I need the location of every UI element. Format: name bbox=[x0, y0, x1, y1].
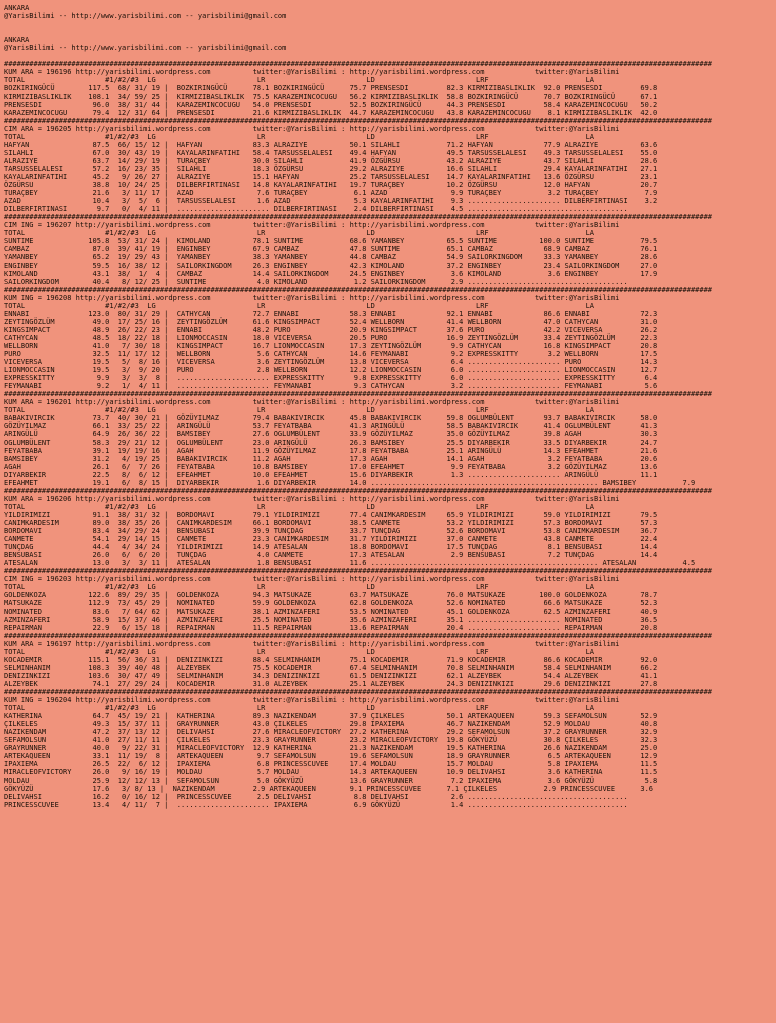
race-header-line: KUM ARA = 196206 http://yarisbilimi.wordpress.com twitter:@YarisBilimi : http://yarisbilimi.wordpress.com twitter:@YarisBilimi bbox=[4, 494, 620, 503]
separator-line: ######################################################################################################################################################################## bbox=[4, 285, 713, 294]
horse-row-line: KINGSIMPACT 48.9 26/ 22/ 23 | ENNABI 48.2 PURO 20.9 KINGSIMPACT 37.6 PURO 42.2 VICEVERSA 26.2 bbox=[4, 325, 658, 334]
horse-row-line: SILAHLI 67.0 30/ 43/ 19 | KAYALARINFATIHI 58.4 TARSUSSELALESI 49.4 HAFYAN 49.5 TARSUSSELALESI 49.3 TARSUSSELALESI 55.0 bbox=[4, 148, 658, 157]
separator-line: ######################################################################################################################################################################## bbox=[4, 60, 713, 69]
horse-row-line: ÖZGÜRSU 38.8 10/ 24/ 25 | DILBERFIRTINASI 14.8 KAYALARINFATIHI 19.7 TURAÇBEY 10.2 ÖZGÜRSU 12.0 HAFYAN 20.7 bbox=[4, 181, 658, 190]
race-report-document bbox=[4, 4, 712, 809]
horse-row-line: PRENSESDI 96.0 38/ 31/ 44 | KARAZEMINCOCUGU 54.0 PRENSESDI 52.5 BOZKIRINGÜCÜ 44.3 PRENSESDI 58.4 KARAZEMINCOCUGU 50.2 bbox=[4, 100, 658, 109]
column-header-line: TOTAL #1/#2/#3 LG LR LD LRF LA bbox=[4, 704, 595, 713]
horse-row-line: MATSUKAZE 112.9 73/ 45/ 29 | NOMINATED 59.9 GOLDENKOZA 62.8 GOLDENKOZA 52.6 NOMINATED 66.6 MATSUKAZE 52.3 bbox=[4, 599, 658, 608]
column-header-line: TOTAL #1/#2/#3 LG LR LD LRF LA bbox=[4, 301, 595, 310]
race-header-line: KUM ARA = 196197 http://yarisbilimi.wordpress.com twitter:@YarisBilimi : http://yarisbilimi.wordpress.com twitter:@YarisBilimi bbox=[4, 639, 620, 648]
column-header-line: TOTAL #1/#2/#3 LG LR LD LRF LA bbox=[4, 76, 595, 85]
horse-row-line: IPAXIEMA 26.5 22/ 6/ 12 | IPAXIEMA 6.8 PRINCESSCUVEE 17.4 MOLDAU 15.7 MOLDAU 5.8 IPAXIEMA 11.5 bbox=[4, 760, 658, 769]
horse-row-line: ALZEYBEK 74.1 27/ 29/ 24 | KOCADEMIR 31.0 ALZEYBEK 25.1 ALZEYBEK 24.3 DENIZINKIZI 29.6 DENIZINKIZI 27.8 bbox=[4, 679, 658, 688]
horse-row-line: ARINGÜLÜ 64.9 26/ 36/ 22 | BAMSIBEY 27.6 OGLUMBÜLENT 33.9 GÖZÜYILMAZ 35.0 GÖZÜYILMAZ 39.8 AGAH 30.3 bbox=[4, 430, 658, 439]
horse-row-line: KATHERINA 64.7 45/ 19/ 21 | KATHERINA 89.3 NAZIKENDAM 37.9 ÇILKELES 50.1 ARTEKAQUEEN 59.3 SEFAMOLSUN 52.9 bbox=[4, 712, 658, 721]
horse-row-line: SUNTIME 105.8 53/ 31/ 24 | KIMOLAND 78.1 SUNTIME 68.6 YAMANBEY 65.5 SUNTIME 100.0 SUNTIME 79.5 bbox=[4, 237, 658, 246]
horse-row-line: ENNABI 123.0 80/ 31/ 29 | CATHYCAN 72.7 ENNABI 58.3 ENNABI 92.1 ENNABI 86.6 ENNABI 72.3 bbox=[4, 309, 658, 318]
horse-row-line: SELMINHANIM 108.3 39/ 40/ 48 | ALZEYBEK 75.5 KOCADEMIR 67.4 SELMINHANIM 70.8 SELMINHANIM 58.4 SELMINHANIM 66.2 bbox=[4, 663, 658, 672]
horse-row-line: EXPRESSKITTY 9.9 3/ 3/ 8 | ...................... EXPRESSKITTY 9.8 EXPRESSKITTY 6.0 ...................... EXPRESSKITTY 6.4 bbox=[4, 374, 658, 383]
race-header-line: KUM ARA = 196196 http://yarisbilimi.wordpress.com twitter:@YarisBilimi : http://yarisbilimi.wordpress.com twitter:@YarisBilimi bbox=[4, 68, 620, 77]
horse-row-line: GÖKYÜZÜ 17.6 3/ 8/ 13 | NAZIKENDAM 2.9 ARTEKAQUEEN 9.1 PRINCESSCUVEE 7.1 ÇILKELES 2.9 PRINCESSCUVEE 3.6 bbox=[4, 784, 654, 793]
horse-row-line: BORDOMAVI 83.4 34/ 29/ 24 | BENSUBASI 39.9 TUNÇDAG 33.7 TUNÇDAG 52.6 BORDOMAVI 53.8 CANIMKARDESIM 36.7 bbox=[4, 527, 658, 536]
horse-row-line: HAFYAN 87.5 66/ 15/ 12 | HAFYAN 83.3 ALRAZIYE 50.1 SILAHLI 71.2 HAFYAN 77.9 ALRAZIYE 63.6 bbox=[4, 140, 658, 149]
horse-row-line: BENSUBASI 26.0 6/ 6/ 20 | TUNÇDAG 4.0 CANMETE 17.3 ATESALAN 2.9 BENSUBASI 7.2 TUNÇDAG 14.4 bbox=[4, 551, 658, 560]
horse-row-line: DELIVAHSI 16.2 0/ 16/ 12 | PRINCESSCUVEE 2.5 DELIVAHSI 8.8 DELIVAHSI 2.6 ...................................... bbox=[4, 792, 628, 801]
horse-row-line: CAMBAZ 87.0 39/ 41/ 19 | ENGINBEY 67.9 CAMBAZ 47.8 SUNTIME 65.1 CAMBAZ 68.9 CAMBAZ 76.1 bbox=[4, 245, 658, 254]
horse-row-line: ATESALAN 13.0 3/ 3/ 11 | ATESALAN 1.8 BENSUBASI 11.6 ...................................................... ATESALAN 4.5 bbox=[4, 559, 696, 568]
column-header-line: TOTAL #1/#2/#3 LG LR LD LRF LA bbox=[4, 502, 595, 511]
horse-row-line: WELLBORN 41.0 7/ 30/ 18 | KINGSIMPACT 16.7 LIONMOCCASIN 17.3 ZEYTINGÖZLÜM 9.9 CATHYCAN 16.8 KINGSIMPACT 20.8 bbox=[4, 341, 658, 350]
horse-row-line: SEFAMOLSUN 41.0 27/ 11/ 11 | ÇILKELES 23.3 GRAYRUNNER 23.2 MIRACLEOFVICTORY 19.8 GÖKYÜZÜ 30.8 ÇILKELES 32.3 bbox=[4, 736, 658, 745]
horse-row-line: LIONMOCCASIN 19.5 3/ 9/ 20 | PURO 2.8 WELLBORN 12.2 LIONMOCCASIN 6.0 ...................... LIONMOCCASIN 12.7 bbox=[4, 366, 658, 375]
horse-row-line: ZEYTINGÖZLÜM 49.0 17/ 25/ 16 | ZEYTINGÖZLÜM 61.6 KINGSIMPACT 52.4 WELLBORN 41.4 WELLBORN 47.0 CATHYCAN 31.0 bbox=[4, 317, 658, 326]
horse-row-line: ÇILKELES 49.3 15/ 37/ 11 | GRAYRUNNER 43.0 ÇILKELES 29.8 IPAXIEMA 46.7 NAZIKENDAM 52.9 MOLDAU 40.8 bbox=[4, 720, 658, 729]
horse-row-line: KAYALARINFATIHI 45.2 9/ 26/ 27 | ALRAZIYE 15.1 HAFYAN 25.2 TARSUSSELALESI 14.7 KAYALARINFATIHI 13.6 ÖZGÜRSU 23.1 bbox=[4, 172, 658, 181]
horse-row-line: REPAIRMAN 22.9 6/ 15/ 18 | REPAIRMAN 11.5 REPAIRMAN 13.6 REPAIRMAN 20.4 ...................... REPAIRMAN 20.8 bbox=[4, 623, 658, 632]
horse-row-line: CATHYCAN 48.5 18/ 22/ 18 | LIONMOCCASIN 18.0 VICEVERSA 20.5 PURO 16.9 ZEYTINGÖZLÜM 33.4 ZEYTINGÖZLÜM 22.3 bbox=[4, 333, 658, 342]
city-line: ANKARA bbox=[4, 36, 30, 45]
horse-row-line: ALRAZIYE 63.7 14/ 29/ 19 | TURAÇBEY 30.0 SILAHLI 41.9 ÖZGÜRSU 43.2 ALRAZIYE 43.7 SILAHLI 28.6 bbox=[4, 156, 658, 165]
horse-row-line: PURO 32.5 11/ 17/ 12 | WELLBORN 5.6 CATHYCAN 14.6 FEYMANABI 9.2 EXPRESSKITTY 3.2 WELLBORN 17.5 bbox=[4, 350, 658, 359]
race-header-line: KUM ARA = 196201 http://yarisbilimi.wordpress.com twitter:@YarisBilimi : http://yarisbilimi.wordpress.com twitter:@YarisBilimi bbox=[4, 398, 620, 407]
horse-row-line: BOZKIRINGÜCÜ 117.5 68/ 31/ 19 | BOZKIRINGÜCÜ 78.1 BOZKIRINGÜCÜ 75.7 PRENSESDI 82.3 KIRMIZIBASLIKLIK 92.0 PRENSESDI 69.8 bbox=[4, 84, 658, 93]
blank-line bbox=[4, 52, 712, 60]
horse-row-line: MOLDAU 25.9 12/ 12/ 13 | SEFAMOLSUN 5.0 GÖKYÜZÜ 13.6 GRAYRUNNER 7.2 IPAXIEMA 3.6 GÖKYÜZÜ 5.8 bbox=[4, 776, 658, 785]
horse-row-line: TUNÇDAG 44.4 4/ 34/ 24 | YILDIRIMIZI 14.9 ATESALAN 18.8 BORDOMAVI 17.5 TUNÇDAG 8.1 BENSUBASI 14.4 bbox=[4, 543, 658, 552]
column-header-line: TOTAL #1/#2/#3 LG LR LD LRF LA bbox=[4, 132, 595, 141]
horse-row-line: AZMINZAFERI 58.9 15/ 37/ 46 | AZMINZAFERI 25.5 NOMINATED 35.6 AZMINZAFERI 35.1 ...................... NOMINATED 36.5 bbox=[4, 615, 658, 624]
horse-row-line: ARTEKAQUEEN 33.1 11/ 19/ 8 | ARTEKAQUEEN 9.7 SEFAMOLSUN 19.6 SEFAMOLSUN 18.9 GRAYRUNNER 6.5 ARTEKAQUEEN 12.9 bbox=[4, 752, 658, 761]
horse-row-line: KIMOLAND 43.1 38/ 1/ 4 | CAMBAZ 14.4 SAILORKINGDOM 24.5 ENGINBEY 3.6 KIMOLAND 3.6 ENGINBEY 17.9 bbox=[4, 269, 658, 278]
horse-row-line: DILBERFIRTINASI 9.7 0/ 4/ 11 | ...................... DILBERFIRTINASI 2.4 DILBERFIRTINASI 4.5 ...................................... bbox=[4, 205, 628, 214]
race-header-line: CIM ING = 196207 http://yarisbilimi.wordpress.com twitter:@YarisBilimi : http://yarisbilimi.wordpress.com twitter:@YarisBilimi bbox=[4, 221, 620, 230]
separator-line: ######################################################################################################################################################################## bbox=[4, 390, 713, 399]
horse-row-line: FEYATBABA 39.1 19/ 19/ 16 | AGAH 11.9 GÖZÜYILMAZ 17.8 FEYATBABA 25.1 ARINGÜLÜ 14.3 EFEAHMET 21.6 bbox=[4, 446, 658, 455]
horse-row-line: KARAZEMINCOCUGU 79.4 12/ 31/ 64 | PRENSESDI 21.6 KIRMIZIBASLIKLIK 44.7 KARAZEMINCOCUGU 43.8 KARAZEMINCOCUGU 8.1 KIRMIZIBASLIKLIK 42.0 bbox=[4, 108, 658, 117]
horse-row-line: BABAKIVIRCIK 73.7 40/ 30/ 21 | GÖZÜYILMAZ 79.4 BABAKIVIRCIK 45.8 BABAKIVIRCIK 59.8 OGLUMBÜLENT 93.7 BABAKIVIRCIK 58.0 bbox=[4, 414, 658, 423]
horse-row-line: SAILORKINGDOM 40.4 8/ 12/ 25 | SUNTIME 4.0 KIMOLAND 1.2 SAILORKINGDOM 2.9 ...................................... bbox=[4, 277, 628, 286]
horse-row-line: KOCADEMIR 115.1 56/ 36/ 31 | DENIZINKIZI 88.4 SELMINHANIM 75.1 KOCADEMIR 71.9 KOCADEMIR 86.6 KOCADEMIR 92.0 bbox=[4, 655, 658, 664]
horse-row-line: BAMSIBEY 31.2 4/ 19/ 25 | BABAKIVIRCIK 11.2 AGAH 17.3 AGAH 14.1 AGAH 3.2 FEYATBABA 20.6 bbox=[4, 454, 658, 463]
race-header-line: KUM ING = 196208 http://yarisbilimi.wordpress.com twitter:@YarisBilimi : http://yarisbilimi.wordpress.com twitter:@YarisBilimi bbox=[4, 293, 620, 302]
column-header-line: TOTAL #1/#2/#3 LG LR LD LRF LA bbox=[4, 406, 595, 415]
column-header-line: TOTAL #1/#2/#3 LG LR LD LRF LA bbox=[4, 583, 595, 592]
horse-row-line: VICEVERSA 19.5 5/ 8/ 16 | VICEVERSA 3.6 ZEYTINGÖZLÜM 13.8 VICEVERSA 6.4 ...................... PURO 14.3 bbox=[4, 358, 658, 367]
horse-row-line: DIYARBEKIR 22.5 8/ 6/ 12 | EFEAHMET 10.0 EFEAHMET 15.6 DIYARBEKIR 1.3 ...................... ARINGÜLÜ 11.1 bbox=[4, 470, 658, 479]
horse-row-line: FEYMANABI 9.2 1/ 4/ 11 | ...................... FEYMANABI 9.3 CATHYCAN 3.2 ...................... FEYMANABI 5.6 bbox=[4, 382, 658, 391]
horse-row-line: PRINCESSCUVEE 13.4 4/ 11/ 7 | ...................... IPAXIEMA 6.9 GÖKYÜZÜ 1.4 ...................................... bbox=[4, 800, 628, 809]
race-header-line: CIM ARA = 196205 http://yarisbilimi.wordpress.com twitter:@YarisBilimi : http://yarisbilimi.wordpress.com twitter:@YarisBilimi bbox=[4, 124, 620, 133]
separator-line: ######################################################################################################################################################################## bbox=[4, 486, 713, 495]
horse-row-line: TARSUSSELALESI 57.2 16/ 23/ 35 | SILAHLI 18.3 ÖZGÜRSU 29.2 ALRAZIYE 16.6 SILAHLI 29.4 KAYALARINFATIHI 27.1 bbox=[4, 164, 658, 173]
horse-row-line: OGLUMBÜLENT 58.3 29/ 21/ 12 | OGLUMBÜLENT 23.0 ARINGÜLÜ 26.3 BAMSIBEY 25.5 DIYARBEKIR 33.5 DIYARBEKIR 24.7 bbox=[4, 438, 658, 447]
race-header-line: CIM ING = 196203 http://yarisbilimi.wordpress.com twitter:@YarisBilimi : http://yarisbilimi.wordpress.com twitter:@YarisBilimi bbox=[4, 575, 620, 584]
horse-row-line: GOLDENKOZA 122.6 89/ 29/ 35 | GOLDENKOZA 94.3 MATSUKAZE 63.7 MATSUKAZE 76.0 MATSUKAZE 100.0 GOLDENKOZA 78.7 bbox=[4, 591, 658, 600]
contact-line: @YarisBilimi -- http://www.yarisbilimi.com -- yarisbilimi@gmail.com bbox=[4, 44, 287, 53]
horse-row-line: AZAD 10.4 3/ 5/ 6 | TARSUSSELALESI 1.6 AZAD 5.3 KAYALARINFATIHI 9.3 ...................... DILBERFIRTINASI 3.2 bbox=[4, 197, 658, 206]
horse-row-line: YAMANBEY 65.2 19/ 29/ 43 | YAMANBEY 38.3 YAMANBEY 44.8 CAMBAZ 54.9 SAILORKINGDOM 33.3 YAMANBEY 28.6 bbox=[4, 253, 658, 262]
horse-row-line: YILDIRIMIZI 91.1 38/ 31/ 32 | BORDOMAVI 79.1 YILDIRIMIZI 77.4 CANIMKARDESIM 65.9 YILDIRIMIZI 59.0 YILDIRIMIZI 79.5 bbox=[4, 510, 658, 519]
horse-row-line: CANMETE 54.1 29/ 14/ 15 | CANMETE 23.3 CANIMKARDESIM 31.7 YILDIRIMIZI 37.0 CANMETE 43.8 CANMETE 22.4 bbox=[4, 535, 658, 544]
horse-row-line: GRAYRUNNER 40.0 9/ 22/ 31 | MIRACLEOFVICTORY 12.9 KATHERINA 21.3 NAZIKENDAM 19.5 KATHERINA 26.6 NAZIKENDAM 25.0 bbox=[4, 744, 658, 753]
blank-line bbox=[4, 20, 712, 28]
blank-line bbox=[4, 28, 712, 36]
horse-row-line: KIRMIZIBASLIKLIK 108.1 34/ 59/ 25 | KIRMIZIBASLIKLIK 75.5 KARAZEMINCOCUGU 56.2 KIRMIZIBASLIKLIK 58.8 BOZKIRINGÜCÜ 70.7 BOZKIRINGÜCÜ 67.1 bbox=[4, 92, 658, 101]
horse-row-line: MIRACLEOFVICTORY 26.0 9/ 16/ 19 | MOLDAU 5.7 MOLDAU 14.3 ARTEKAQUEEN 10.9 DELIVAHSI 3.6 KATHERINA 11.5 bbox=[4, 768, 658, 777]
contact-line: @YarisBilimi -- http://www.yarisbilimi.com -- yarisbilimi@gmail.com bbox=[4, 12, 287, 21]
horse-row-line: NAZIKENDAM 47.2 37/ 13/ 12 | DELIVAHSI 27.6 MIRACLEOFVICTORY 27.2 KATHERINA 29.2 SEFAMOLSUN 37.2 GRAYRUNNER 32.9 bbox=[4, 728, 658, 737]
race-header-line: KUM ING = 196204 http://yarisbilimi.wordpress.com twitter:@YarisBilimi : http://yarisbilimi.wordpress.com twitter:@YarisBilimi bbox=[4, 696, 620, 705]
horse-row-line: GÖZÜYILMAZ 66.1 33/ 25/ 22 | ARINGÜLÜ 53.7 FEYATBABA 41.3 ARINGÜLÜ 58.5 BABAKIVIRCIK 41.4 OGLUMBÜLENT 41.3 bbox=[4, 422, 658, 431]
horse-row-line: EFEAHMET 19.1 6/ 8/ 15 | DIYARBEKIR 1.6 DIYARBEKIR 14.0 ...................................................... BAMSIBEY 7.9 bbox=[4, 478, 696, 487]
column-header-line: TOTAL #1/#2/#3 LG LR LD LRF LA bbox=[4, 229, 595, 238]
horse-row-line: NOMINATED 83.6 7/ 64/ 62 | MATSUKAZE 38.1 AZMINZAFERI 53.5 NOMINATED 45.1 GOLDENKOZA 62.5 AZMINZAFERI 40.9 bbox=[4, 607, 658, 616]
separator-line: ######################################################################################################################################################################## bbox=[4, 213, 713, 222]
horse-row-line: AGAH 26.1 6/ 7/ 26 | FEYATBABA 10.8 BAMSIBEY 17.0 EFEAHMET 9.9 FEYATBABA 3.2 GÖZÜYILMAZ 13.6 bbox=[4, 462, 658, 471]
separator-line: ######################################################################################################################################################################## bbox=[4, 687, 713, 696]
city-line: ANKARA bbox=[4, 4, 30, 12]
separator-line: ######################################################################################################################################################################## bbox=[4, 567, 713, 576]
horse-row-line: CANIMKARDESIM 89.0 38/ 35/ 26 | CANIMKARDESIM 66.1 BORDOMAVI 38.5 CANMETE 53.2 YILDIRIMIZI 57.3 BORDOMAVI 57.3 bbox=[4, 519, 658, 527]
separator-line: ######################################################################################################################################################################## bbox=[4, 631, 713, 640]
separator-line: ######################################################################################################################################################################## bbox=[4, 116, 713, 125]
horse-row-line: TURAÇBEY 21.6 3/ 11/ 17 | AZAD 7.6 TURAÇBEY 6.1 AZAD 9.9 TURAÇBEY 3.2 TURAÇBEY 7.9 bbox=[4, 189, 658, 198]
horse-row-line: DENIZINKIZI 103.6 30/ 47/ 49 | SELMINHANIM 34.3 DENIZINKIZI 61.5 DENIZINKIZI 62.1 ALZEYBEK 54.4 ALZEYBEK 41.1 bbox=[4, 671, 658, 680]
horse-row-line: ENGINBEY 59.5 16/ 38/ 12 | SAILORKINGDOM 26.3 ENGINBEY 42.3 KIMOLAND 37.2 ENGINBEY 23.4 SAILORKINGDOM 27.0 bbox=[4, 261, 658, 270]
column-header-line: TOTAL #1/#2/#3 LG LR LD LRF LA bbox=[4, 647, 595, 656]
